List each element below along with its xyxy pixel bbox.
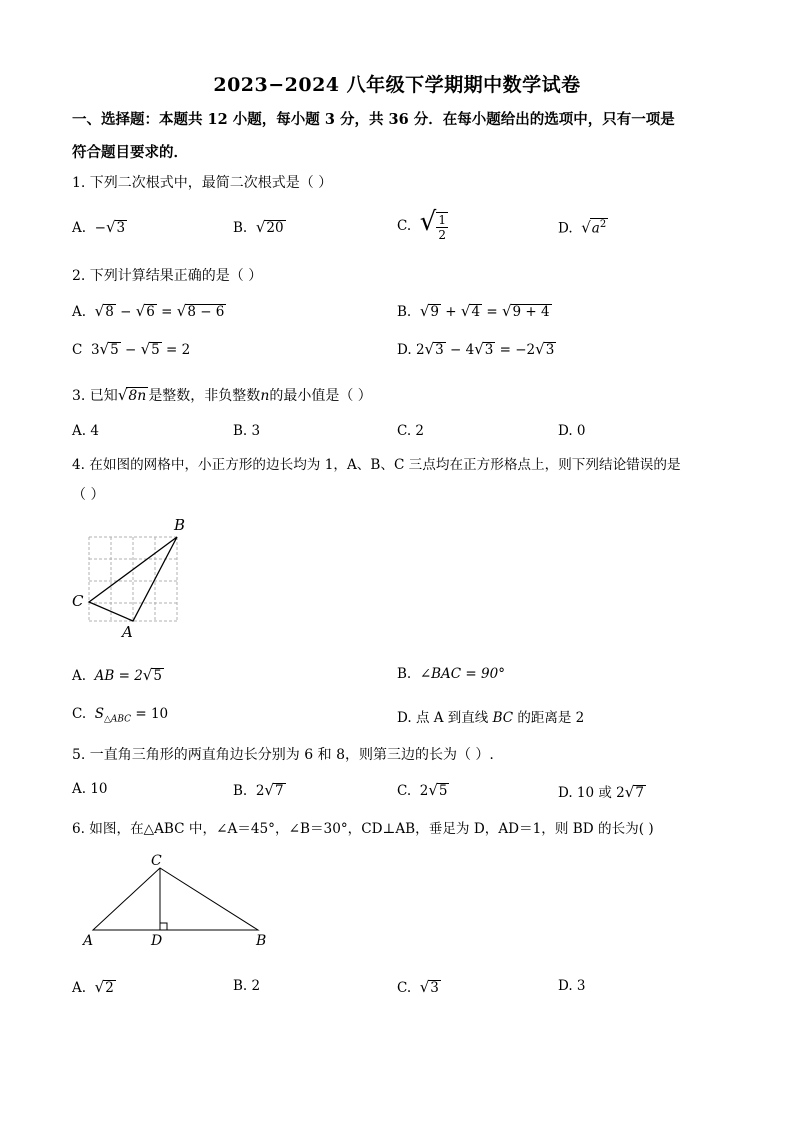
q2-option-d: D. 2√3 − 4√3 = −2√3: [397, 340, 555, 358]
q1-option-d: D. $√a^2$: [558, 218, 607, 237]
q6-option-c: C. √3: [397, 978, 439, 996]
q4-option-a: A. AB = 2√5: [72, 666, 162, 684]
question-6-stem: 6. 如图，在△ABC 中，∠A＝45°，∠B＝30°，CD⊥AB，垂足为 D，AD＝1，则 BD 的长为( ): [72, 821, 654, 837]
q1-option-c: C. √ $\frac{1}{2}$: [397, 207, 446, 242]
q3-option-b: B. 3: [233, 423, 261, 439]
q4-option-c: C. $S_{\triangle ABC} = 10$: [72, 706, 169, 725]
q6-triangle-figure: [80, 850, 280, 950]
point-d-label: D: [151, 933, 163, 949]
question-3-stem: 3. 已知√8n 是整数，非负整数n的最小值是（ ）: [72, 386, 372, 404]
right-angle-mark: [160, 923, 167, 930]
point-a-label: A: [122, 623, 133, 641]
q5-option-c: C. 2√5: [397, 781, 448, 799]
q5-option-a: A. 10: [72, 781, 108, 797]
q5-option-d: D. 10 或 2√7: [558, 783, 644, 801]
triangle-abc: [93, 868, 258, 930]
q3-option-d: D. 0: [558, 423, 586, 439]
q4-option-b: B. ∠BAC = 90°: [397, 666, 505, 682]
q4-option-d: D. 点 A 到直线 BC 的距离是 2: [397, 710, 585, 726]
point-b-label: B: [256, 933, 267, 949]
question-4-stem: 4. 在如图的网格中，小正方形的边长均为 1，A、B、C 三点均在正方形格点上，则下列结论错误的是: [72, 457, 681, 473]
q6-option-b: B. 2: [233, 978, 261, 994]
q1-option-a: A. −√3: [72, 218, 126, 236]
point-b-label: B: [174, 516, 186, 534]
section-heading: 一、选择题：本题共 12 小题，每小题 3 分，共 36 分．在每小题给出的选项中，只有一项是: [72, 111, 675, 128]
question-2-stem: 2. 下列计算结果正确的是（ ）: [72, 268, 263, 284]
point-c-label: C: [72, 592, 84, 610]
q1-option-b: B. √20: [233, 218, 284, 236]
q3-option-c: C. 2: [397, 423, 425, 439]
q5-option-b: B. 2√7: [233, 781, 284, 799]
question-5-stem: 5. 一直角三角形的两直角边长分别为 6 和 8，则第三边的长为（ ）.: [72, 747, 494, 763]
q2-option-b: B. √9 + √4 = √9 + 4: [397, 302, 550, 320]
q2-option-a: A. √8 − √6 = √8 − 6: [72, 302, 225, 320]
point-a-label: A: [83, 933, 94, 949]
q6-option-d: D. 3: [558, 978, 586, 994]
question-4-stem-cont: （ ）: [72, 487, 105, 503]
section-heading-cont: 符合题目要求的．: [72, 144, 188, 161]
question-1-stem: 1. 下列二次根式中，最简二次根式是（ ）: [72, 175, 333, 191]
q4-grid-figure: [60, 510, 200, 645]
q2-option-c: C 3√5 − √5 = 2: [72, 340, 191, 358]
page-title: 2023−2024 八年级下学期期中数学试卷: [213, 74, 581, 96]
q3-option-a: A. 4: [72, 423, 99, 439]
point-c-label: C: [151, 853, 162, 869]
q6-option-a: A. √2: [72, 978, 114, 996]
